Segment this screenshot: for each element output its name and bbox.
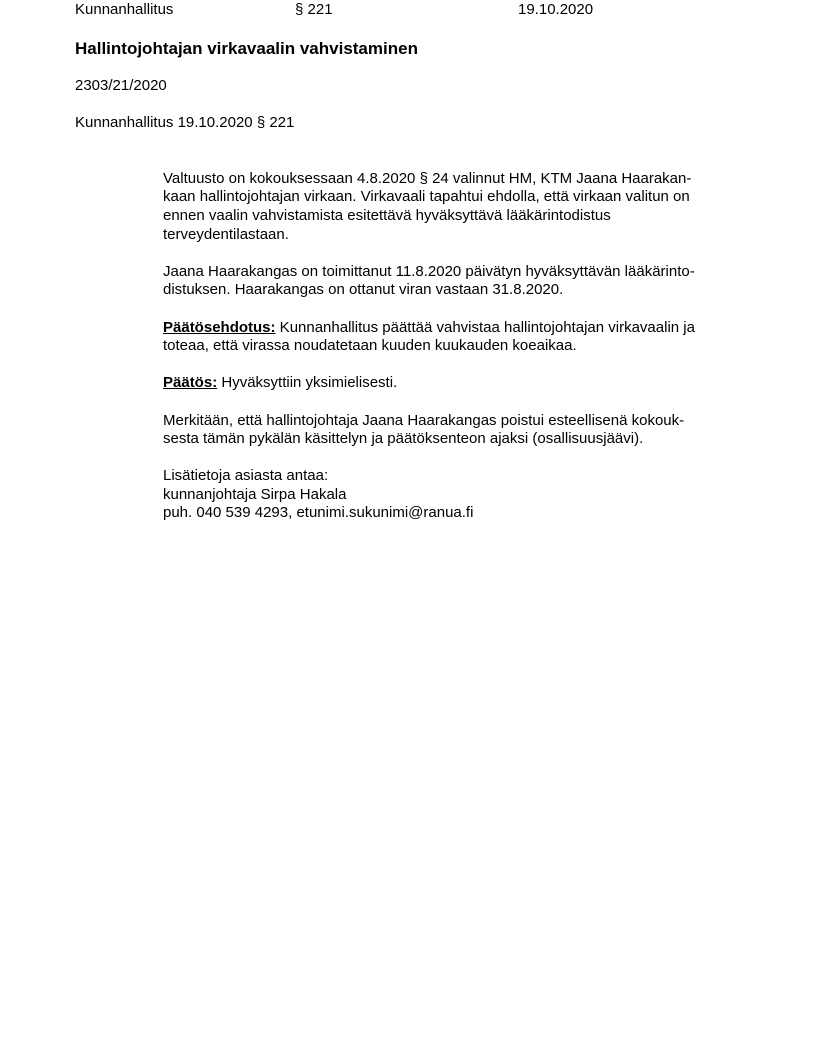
text-line: kaan hallintojohtajan virkaan. Virkavaali tapahtui ehdolla, että virkaan valitun on: [163, 188, 690, 206]
text-line: [163, 374, 738, 393]
text-line: distuksen. Haarakangas on ottanut viran vastaan 31.8.2020.: [163, 281, 564, 299]
proposal-text: Kunnanhallitus päättää vahvistaa hallintojohtajan virkavaalin ja: [275, 318, 695, 336]
text-line: Jaana Haarakangas on toimittanut 11.8.2020 päivätyn hyväksyttävän lääkärinto-: [163, 262, 695, 280]
proposal-label: Päätösehdotus:: [163, 318, 276, 336]
decision-label: Päätös:: [163, 374, 218, 392]
header-organ: Kunnanhallitus: [75, 1, 174, 18]
certificate-paragraph: [163, 263, 738, 300]
decision-paragraph: [163, 374, 738, 393]
document-body: [163, 170, 738, 523]
text-line: kunnanjohtaja Sirpa Hakala: [163, 485, 347, 503]
decision-text: Hyväksyttiin yksimielisesti.: [217, 374, 398, 392]
text-line: toteaa, että virassa noudatetaan kuuden kuukauden koeaikaa.: [163, 337, 577, 355]
text-line: ennen vaalin vahvistamista esitettävä hyväksyttävä lääkärintodistus: [163, 206, 611, 224]
case-number: 2303/21/2020: [75, 76, 167, 94]
text-line: Merkitään, että hallintojohtaja Jaana Haarakangas poistui esteellisenä kokouk-: [163, 411, 685, 429]
header-section-number: § 221: [295, 1, 333, 18]
proposal-paragraph: [163, 319, 738, 356]
document-header: [75, 1, 741, 20]
document-title: Hallintojohtajan virkavaalin vahvistaminen: [75, 38, 418, 58]
text-line: terveydentilastaan.: [163, 225, 289, 243]
background-paragraph: [163, 170, 738, 244]
contact-paragraph: [163, 467, 738, 523]
note-paragraph: [163, 412, 738, 449]
text-line: Valtuusto on kokouksessaan 4.8.2020 § 24 valinnut HM, KTM Jaana Haarakan-: [163, 169, 692, 187]
meeting-reference: Kunnanhallitus 19.10.2020 § 221: [75, 114, 295, 132]
header-date: 19.10.2020: [518, 1, 594, 18]
text-line: sesta tämän pykälän käsittelyn ja päätöksenteon ajaksi (osallisuusjäävi).: [163, 430, 644, 448]
text-line: Lisätietoja asiasta antaa:: [163, 467, 329, 485]
text-line: [163, 319, 738, 338]
text-line: puh. 040 539 4293, etunimi.sukunimi@ranua.fi: [163, 504, 474, 522]
